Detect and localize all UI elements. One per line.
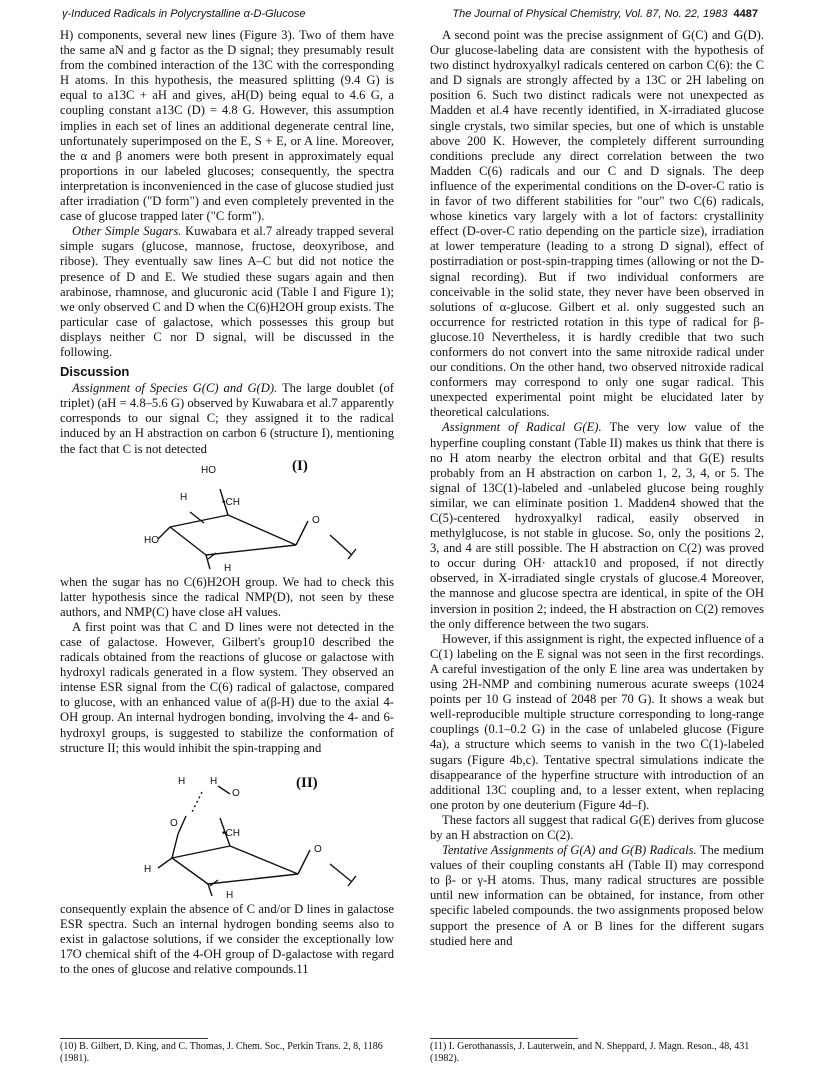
- atom-label: •CH: [222, 827, 240, 839]
- footnote-rule: [60, 1038, 208, 1039]
- atom-label: O: [232, 787, 240, 799]
- paragraph: Tentative Assignments of G(A) and G(B) Radicals. The medium values of their coupling constants aH (Table II) may correspond to β- or γ-H atoms. Thus, many radical structures are possible until new information can be obtained, for instance, from other specific labeled compounds. the two assignments proposed below support the presence of A or B lines for the different sugars studied here and: [430, 843, 764, 948]
- atom-label: H: [180, 491, 188, 503]
- atom-label: HO: [144, 534, 159, 546]
- atom-label: H: [226, 889, 234, 901]
- atom-label: O: [314, 843, 322, 855]
- structure-I: [60, 457, 394, 575]
- footnote-10: (10) B. Gilbert, D. King, and C. Thomas, J. Chem. Soc., Perkin Trans. 2, 8, 1186 (1981).: [60, 1041, 383, 1064]
- paragraph: when the sugar has no C(6)H2OH group. We had to check this latter hypothesis since the radical NMP(D), not seen by these authors, and NMP(C) have close aH values.: [60, 574, 394, 619]
- right-column: [430, 28, 764, 949]
- atom-label: •CH: [222, 496, 240, 508]
- atom-label: HO: [201, 464, 216, 476]
- paragraph: consequently explain the absence of C and/or D lines in galactose ESR spectra. Such an internal hydrogen bonding seems also to exist in galactose solutions, if we consider the exceptionally low 17O chemical shift of the 4-OH group of D-galactose with regard to the ones of glucose and relative compounds.11: [60, 901, 394, 977]
- paragraph: A second point was the precise assignment of G(C) and G(D). Our glucose-labeling data are consistent with the hypothesis of two distinct hydroxyalkyl radicals centered on carbon C(6): the C and D signals are strongly affected by a 13C or 2H labeling on position 6. Such two distinct radicals were not unexpected as Madden et al.4 have recently identified, in X-irradiated glucose single crystals, two similar species, but one of which is unstable above 200 K. However, the completely different surrounding conditions preclude any direct correlation between the two Madden C(6) radicals and our C and D signals. The deep influence of the experimental conditions on the D-over-C ratio is in favor of two different stabilities for "our" two C(6) radicals, whose kinetics vary largely with a lot of factors: crystallinity effect (D-over-C ratio depending on the particle size), irradiation at lower temperature (leading to a strong D signal), effect of postirradiation or post-spin-trapping times (allowing or not the D-signal recording). But if two individual conformers are conceivable in the solid state, they never have been observed in solutions of α-glucose. Gilbert et al. only suggested such an occurrence for restricted rotation in this type of radical for β-glucose.10 Nevertheless, it is hardly credible that two such conformers do not convert into the same nitroxide radical under our conditions. On the other hand, two observed nitroxide radical conformers may correspond to only one sugar radical. This unexpected experimental point might be elucidated later by theoretical calculations.: [430, 28, 764, 420]
- paragraph: However, if this assignment is right, the expected influence of a C(1) labeling on the E signal was not seen in the first recordings. A careful investigation of the only E line area was undertaken by using 2H-NMP and combining numerous acurate sweeps (1024 points per 10 G instead of 2048 per 70 G). It shows a weak but well-reproducible multiple structure corresponding to long-range couplings (0.1–0.2 G) in the case of unlabeled glucose (Figure 4a), a structure which seems to vanish in the two C(1)-labeled sugars (Figure 4b,c). Tentative spectral simulations indicate the disappearance of the hyperfine structure with introduction of an additional 13C coupling and, to a lesser extent, when replacing one proton by one deuterium (Figure 4d–f).: [430, 631, 764, 812]
- left-column: [60, 28, 394, 977]
- footnote-11: (11) I. Gerothanassis, J. Lauterwein, and N. Sheppard, J. Magn. Reson., 48, 431 (1982).: [430, 1041, 750, 1064]
- paragraph: H) components, several new lines (Figure 3). Two of them have the same aN and g factor as the D signal; they presumably result from the combined interaction of the 13C with the corresponding H atoms. In this hypothesis, the measured splitting (9.4 G) is equal to a13C + aH and gives, aH(D) being equal to 4.6 G, a coupling constant a13C (D) = 4.8 G. However, this assumption implies in each set of lines an additional degenerate central line, unfortunately superimposed on the E, S + E, or A line. Moreover, the α and β anomers were both present in approximately equal proportions in our labeled glucoses; consequently, the spectra interpretation is inconvenienced in the case of glucose studied just after irradiation ("D form") and even completely prevented in the case of glucose trapped later ("C form").: [60, 28, 394, 224]
- atom-label: H: [224, 562, 232, 574]
- paragraph: Assignment of Radical G(E). The very low value of the hyperfine coupling constant (Table II) makes us think that there is no H atom nearby the electron orbital and that G(E) results probably from an H abstraction on carbon 1, 2, 3, 4, or 5. The signal of 13C(1)-labeled and -unlabeled glucose being roughly similar, we can eliminate position 1. Madden4 showed that the C(5)-centered hydroxyalkyl radical, easily observed in methylglucose, is not stable in glucose. So, only the positions 2, 3, and 4 are still possible. The H abstraction on C(2) was proved to occur during OH· attack10 and proposed, if not directly observed, in X-irradiated single crystals of glucose.4 Moreover, the mannose and glucose spectra are identical, in spite of the OH inversion in position 2; indeed, the H abstraction on C(2) removes the only difference between the two sugars.: [430, 420, 764, 631]
- atom-label: H: [210, 775, 218, 787]
- structure-II: [60, 756, 394, 902]
- page-number: 4487: [733, 8, 758, 20]
- journal-line: The Journal of Physical Chemistry, Vol. 87, No. 22, 1983 4487: [452, 8, 758, 20]
- paragraph: These factors all suggest that radical G(E) derives from glucose by an H abstraction on C(2).: [430, 812, 764, 842]
- paragraph: Other Simple Sugars. Kuwabara et al.7 already trapped several simple sugars (glucose, mannose, fructose, deoxyribose, and ribose). They eventually saw lines A–C but did not notice the presence of D and E. We studied these sugars again and then arabinose, rhamnose, and glucuronic acid (Table I and Figure 1); we only observed C and D when the C(6)H2OH group exists. The particular case of galactose, which possesses this group but displays neither C nor D signal, will be discussed in the following.: [60, 224, 394, 359]
- structure-number: (I): [292, 457, 308, 474]
- footnote-rule: [430, 1038, 578, 1039]
- paragraph: A first point was that C and D lines were not detected in the case of galactose. However, Gilbert's group10 described the radicals obtained from the reactions of glucose or galactose with hydroxyl radicals generated in a flow system. They observed an intense ESR signal from the C(6) radical of galactose, compared to glucose, with an enhanced value of a(β-H) due to the axial 4-OH group. An internal hydrogen bonding, involving the 4- and 6-hydroxyl groups, is suggested to stabilize the conformation of structure II; this would inhibit the spin-trapping and: [60, 619, 394, 755]
- atom-label: O: [170, 817, 178, 829]
- running-header: [62, 8, 758, 24]
- atom-label: H: [178, 775, 186, 787]
- section-heading: Discussion: [60, 364, 130, 380]
- atom-label: H: [144, 863, 152, 875]
- structure-I-drawing: [60, 457, 394, 575]
- paragraph: Assignment of Species G(C) and G(D). The large doublet (of triplet) (aH = 4.8–5.6 G) observed by Kuwabara et al.7 apparently corresponds to our signal C; they assigned it to the radical induced by an H abstraction on carbon 6 (structure I), mentioning the fact that C is not detected: [60, 381, 394, 456]
- running-title: γ-Induced Radicals in Polycrystalline α-D-Glucose: [62, 8, 306, 20]
- structure-number: (II): [296, 774, 318, 791]
- atom-label: O: [312, 514, 320, 526]
